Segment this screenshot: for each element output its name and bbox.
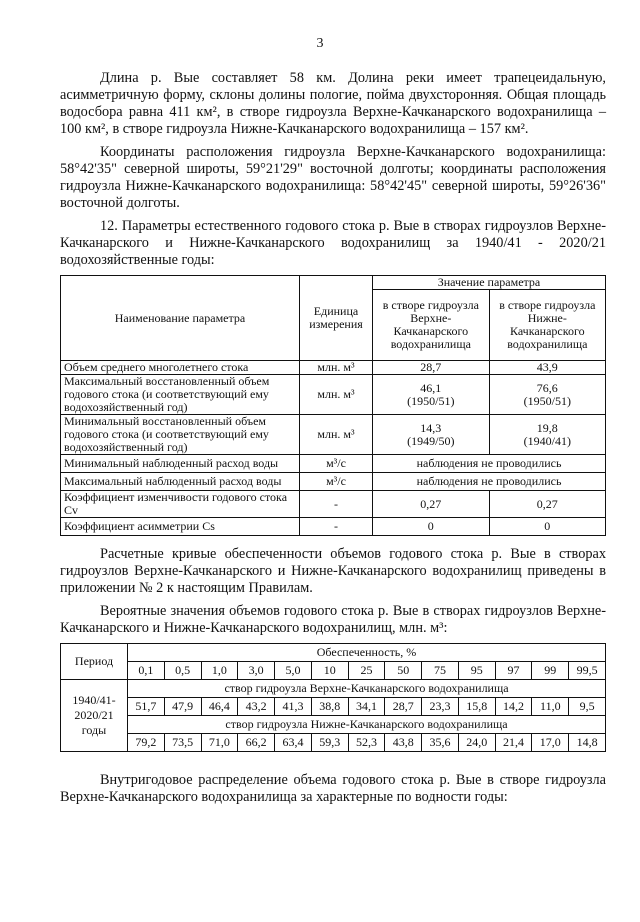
paragraph-river-description: Длина р. Вые составляет 58 км. Долина реки имеет трапецеидальную, асимметричную форму, склоны долины пологие, пойма двухсторонняя. Общая площадь водосбора равна 411 км², в створе гидроузла Верхне-Качканарского водохранилища – 100 км², в створе гидроузла Нижне-Качканарского водохранилища – 157 км². [60,70,606,137]
value-cell: 38,8 [311,698,348,716]
period-cell: 1940/41-2020/21 годы [61,680,128,752]
probability-table [60,643,606,752]
value-cell: 15,8 [458,698,495,716]
probability-cell: 75 [422,662,459,680]
value-cell: 24,0 [458,734,495,752]
header-unit: Единица измерения [300,276,373,361]
value-cell: 11,0 [532,698,569,716]
probability-cell: 97 [495,662,532,680]
probability-cell: 50 [385,662,422,680]
value-cell: 46,4 [201,698,238,716]
value-cell: 21,4 [495,734,532,752]
page-number: 3 [316,36,324,51]
paragraph-item-12: 12. Параметры естественного годового стока р. Вые в створах гидроузлов Верхне-Качканарского и Нижне-Качканарского водохранилищ за 1940/41 - 2020/21 водохозяйственные годы: [60,218,606,268]
value-cell: 71,0 [201,734,238,752]
probability-cell: 3,0 [238,662,275,680]
probability-cell: 10 [311,662,348,680]
table-row: Максимальный восстановленный объем годового стока (и соответствующий ему водохозяйственный год) млн. м³ 46,1 (1950/51) 76,6 (1950/51) [61,375,606,415]
probability-header-row [61,662,606,680]
runoff-parameters-table [60,275,606,536]
paragraph-intra-annual: Внутригодовое распределение объема годового стока р. Вые в створе гидроузла Верхне-Качканарского водохранилища за характерные по водности годы: [60,772,606,805]
header-period: Период [61,644,128,680]
table-row: Максимальный наблюденный расход воды м³/с наблюдения не проводились [61,473,606,491]
probability-cell: 0,5 [164,662,201,680]
probability-cell: 95 [458,662,495,680]
value-cell: 73,5 [164,734,201,752]
value-cell: 47,9 [164,698,201,716]
value-cell: 59,3 [311,734,348,752]
table-row-lower-dam [61,734,606,752]
value-cell: 9,5 [569,698,606,716]
header-value: Значение параметра [373,276,606,290]
table-row: Минимальный восстановленный объем годового стока (и соответствующий ему водохозяйственный год) млн. м³ 14,3 (1949/50) 19,8 (1940/41) [61,415,606,455]
value-cell: 35,6 [422,734,459,752]
value-cell: 14,2 [495,698,532,716]
value-cell: 23,3 [422,698,459,716]
probability-cell: 25 [348,662,385,680]
paragraph-coordinates: Координаты расположения гидроузла Верхне-Качканарского водохранилища: 58°42'35" северной широты, 59°21'29" восточной долготы; координаты расположения гидроузла Нижне-Качканарского водохранилища: 58°42'45" северной широты, 59°26'36" восточной долготы. [60,144,606,211]
header-probability: Обеспеченность, % [128,644,606,662]
header-parameter-name: Наименование параметра [61,276,300,361]
subheader-lower-dam: створ гидроузла Нижне-Качканарского водохранилища [128,716,606,734]
paragraph-probable-values: Вероятные значения объемов годового стока р. Вые в створах гидроузлов Верхне-Качканарского и Нижне-Качканарского водохранилищ, млн. м³: [60,603,606,636]
value-cell: 51,7 [128,698,165,716]
value-cell: 79,2 [128,734,165,752]
header-lower-dam: в створе гидроузла Нижне-Качканарского водохранилища [489,290,605,361]
probability-cell: 0,1 [128,662,165,680]
paragraph-curves-reference: Расчетные кривые обеспеченности объемов годового стока р. Вые в створах гидроузлов Верхне-Качканарского и Нижне-Качканарского водохранилищ приведены в приложении № 2 к настоящим Правилам. [60,546,606,596]
value-cell: 34,1 [348,698,385,716]
table-row: Объем среднего многолетнего стока млн. м³ 28,7 43,9 [61,361,606,375]
document-body [60,70,606,812]
value-cell: 43,8 [385,734,422,752]
value-cell: 63,4 [275,734,312,752]
subheader-upper-dam: створ гидроузла Верхне-Качканарского водохранилища [128,680,606,698]
value-cell: 17,0 [532,734,569,752]
table-row: Коэффициент асимметрии Cs - 0 0 [61,518,606,536]
value-cell: 43,2 [238,698,275,716]
value-cell: 41,3 [275,698,312,716]
table-row: Коэффициент изменчивости годового стока Cv - 0,27 0,27 [61,491,606,518]
table-row-upper-dam [61,698,606,716]
value-cell: 52,3 [348,734,385,752]
table-row: Минимальный наблюденный расход воды м³/с наблюдения не проводились [61,455,606,473]
probability-cell: 99,5 [569,662,606,680]
value-cell: 66,2 [238,734,275,752]
probability-cell: 5,0 [275,662,312,680]
probability-cell: 99 [532,662,569,680]
value-cell: 14,8 [569,734,606,752]
probability-cell: 1,0 [201,662,238,680]
value-cell: 28,7 [385,698,422,716]
header-upper-dam: в створе гидроузла Верхне-Качканарского водохранилища [373,290,490,361]
